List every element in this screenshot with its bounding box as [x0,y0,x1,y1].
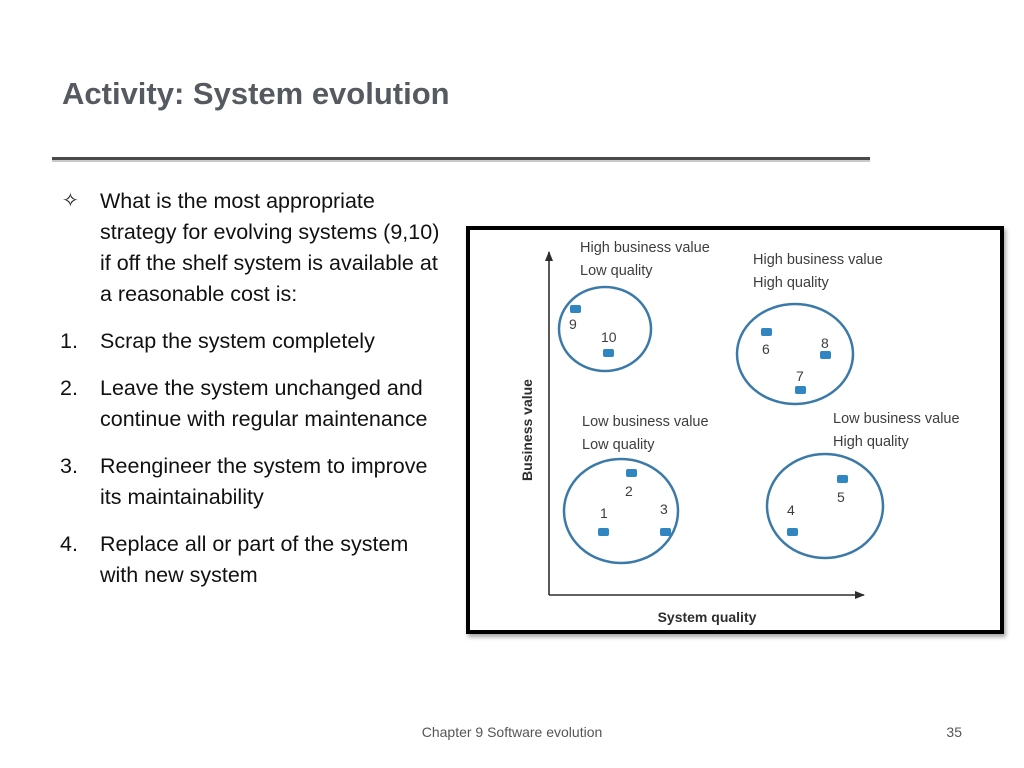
system-number: 2 [625,483,633,499]
system-1 [598,505,609,536]
system-number: 7 [796,368,804,384]
system-marker [626,469,637,477]
system-marker [795,386,806,394]
option-item-2 [60,373,440,435]
system-marker [837,475,848,483]
system-marker [761,328,772,336]
system-marker [598,528,609,536]
footer-chapter: Chapter 9 Software evolution [421,724,603,740]
system-marker [570,305,581,313]
system-number: 3 [660,501,668,517]
system-number: 5 [837,489,845,505]
option-item-1 [60,326,440,357]
option-number: 3. [60,454,78,478]
quadrant-label-line2: Low quality [582,437,655,453]
quadrant-high-value-low-quality [559,240,710,371]
quadrant-label-line2: Low quality [580,263,653,279]
system-10 [601,329,617,357]
title-divider [52,157,870,160]
slide-body [60,186,440,607]
star-outline-icon: ✧ [62,190,79,212]
system-2 [625,469,637,499]
system-marker [603,349,614,357]
question-text: What is the most appropriate strategy for evolving systems (9,10) if off the shelf system is available at a reasonable cost is: [100,189,440,306]
system-number: 6 [762,341,770,357]
slide-title: Activity: System evolution [62,76,450,111]
option-text: Replace all or part of the system with new system [100,532,409,587]
quadrant-label-line1: Low business value [582,414,709,430]
system-number: 1 [600,505,608,521]
system-7 [795,368,806,394]
system-evolution-diagram [466,226,1004,634]
x-axis-label: System quality [657,609,757,625]
system-8 [820,335,831,359]
option-text: Leave the system unchanged and continue with regular maintenance [100,376,428,431]
option-number: 4. [60,532,78,556]
quadrant-low-value-high-quality [767,411,960,558]
quadrant-circle [767,454,883,558]
option-item-4 [60,529,440,591]
quadrant-low-value-low-quality [564,414,709,563]
page-number: 35 [946,724,962,740]
quadrant-label-line2: High quality [753,275,829,291]
option-number: 1. [60,329,78,353]
system-3 [660,501,671,536]
system-9 [569,305,581,332]
option-text: Reengineer the system to improve its maintainability [100,454,428,509]
system-marker [660,528,671,536]
quadrant-label-line1: High business value [753,252,883,268]
option-text: Scrap the system completely [100,329,375,353]
system-6 [761,328,772,357]
system-number: 8 [821,335,829,351]
quadrant-label-line1: High business value [580,240,710,256]
system-marker [820,351,831,359]
system-number: 4 [787,502,795,518]
system-number: 10 [601,329,617,345]
option-number: 2. [60,376,78,400]
question-item [60,186,440,310]
quadrant-high-value-high-quality [737,252,883,404]
option-item-3 [60,451,440,513]
quadrant-label-line2: High quality [833,434,909,450]
system-5 [837,475,848,505]
system-number: 9 [569,316,577,332]
quadrant-label-line1: Low business value [833,411,960,427]
system-4 [787,502,798,536]
y-axis-label: Business value [519,379,535,481]
diagram-canvas [470,230,1000,630]
system-marker [787,528,798,536]
